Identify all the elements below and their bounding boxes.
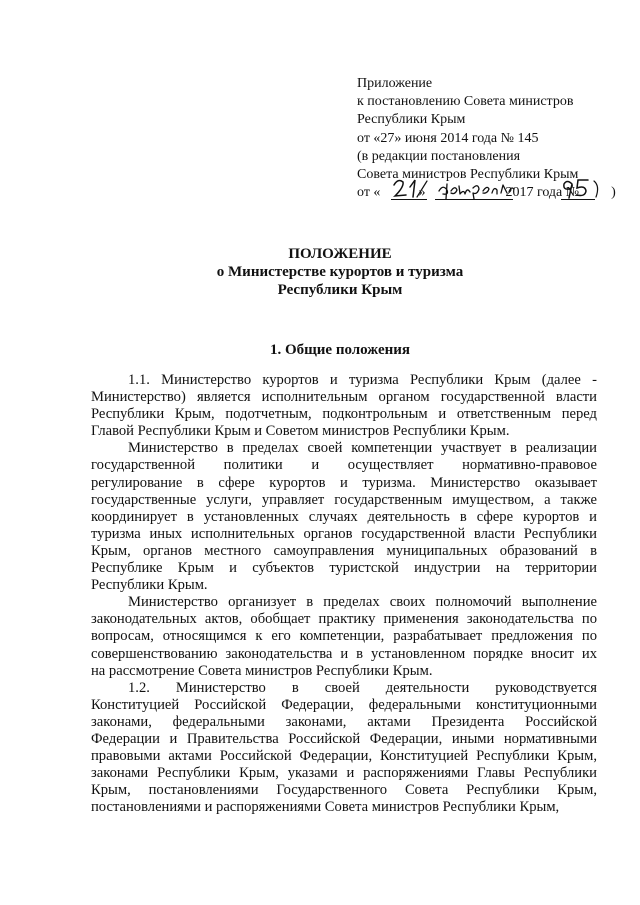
attachment-line-5: (в редакции постановления (357, 148, 521, 164)
handwritten-day-icon (391, 176, 431, 200)
paragraph-line: Республике Крым и субъектов туристской индустрии на территории (91, 560, 597, 577)
paragraph-line: Республики Крым. (91, 577, 208, 594)
close-paren: ) (611, 185, 616, 201)
date-year-label: 2017 года № (505, 185, 580, 201)
date-quote-close: » (418, 185, 426, 201)
attachment-line-2: к постановлению Совета министров (357, 94, 574, 110)
title-line-1: ПОЛОЖЕНИЕ (288, 246, 392, 262)
handwritten-month-icon (437, 176, 517, 200)
paragraph-line: законами Республики Крым, указами и распоряжениями Главы Республики (91, 765, 597, 782)
date-prefix: от « (357, 185, 381, 201)
paragraph-line: государственной политики и осуществляет нормативно-правовое (91, 457, 597, 474)
paragraph-line: 1.2. Министерство в своей деятельности руководствуется (128, 679, 597, 696)
section-heading: 1. Общие положения (269, 342, 411, 358)
attachment-line-4: от «27» июня 2014 года № 145 (357, 130, 539, 146)
paragraph-line: Конституцией Российской Федерации, федеральными конституционными (91, 696, 597, 713)
paragraph-line: законодательных актов, обобщает практику применения законодательства по (91, 611, 597, 628)
attachment-line-6: Совета министров Республики Крым (357, 166, 579, 182)
attachment-line-3: Республики Крым (357, 112, 466, 128)
paragraph-line: Министерство) является исполнительным органом государственной власти (91, 389, 597, 406)
paragraph-line: 1.1. Министерство курортов и туризма Республики Крым (далее - (128, 372, 597, 388)
section-body (91, 372, 597, 816)
paragraph-line: совершенствованию законодательства и в установленном порядке вносит их (91, 645, 597, 662)
paragraph-line: Федерации и Правительства Российской Федерации, иными нормативными (91, 730, 597, 747)
paragraph-line: на рассмотрение Совета министров Республики Крым. (91, 662, 433, 679)
attachment-block (357, 75, 627, 202)
handwritten-number-icon (560, 176, 604, 200)
paragraph-line: Министерство организует в пределах своих полномочий выполнение (128, 594, 597, 611)
attachment-line-7 (357, 184, 627, 202)
paragraph (91, 440, 597, 594)
paragraph (91, 680, 597, 817)
paragraph-line: законами, федеральными законами, актами Президента Российской (91, 713, 597, 730)
paragraph (91, 594, 597, 679)
paragraph-line: Главой Республики Крым и Советом министров Республики Крым. (91, 423, 510, 440)
paragraph-line: регулирование в сфере курортов и туризма. Министерство оказывает (91, 474, 597, 491)
document-title (120, 245, 560, 299)
paragraph-line: Крым, органов местного самоуправления муниципальных образований в (91, 542, 597, 559)
paragraph-line: Министерство в пределах своей компетенции участвует в реализации (128, 440, 597, 457)
paragraph-line: Крым, постановлениями Государственного Совета Республики Крым, (91, 782, 597, 799)
paragraph-line: правовыми актами Российской Федерации, Конституцией Республики Крым, (91, 748, 597, 765)
paragraph-line: координирует в установленных случаях деятельность в сфере курортов и (91, 508, 597, 525)
paragraph-line: Республики Крым, подотчетным, подконтрольным и ответственным перед (91, 406, 597, 423)
paragraph-line: постановлениями и распоряжениями Совета министров Республики Крым, (91, 799, 560, 816)
attachment-line-1: Приложение (357, 76, 433, 91)
title-line-3: Республики Крым (277, 282, 403, 298)
paragraph-line: государственные услуги, управляет государственным имуществом, а также (91, 491, 597, 508)
paragraph-line: вопросам, относящимся к его компетенции, разрабатывает предложения по (91, 628, 597, 645)
title-line-2: о Министерстве курортов и туризма (216, 264, 464, 280)
paragraph-line: туризма иных исполнительных органов государственной власти Республики (91, 525, 597, 542)
paragraph (91, 372, 597, 440)
